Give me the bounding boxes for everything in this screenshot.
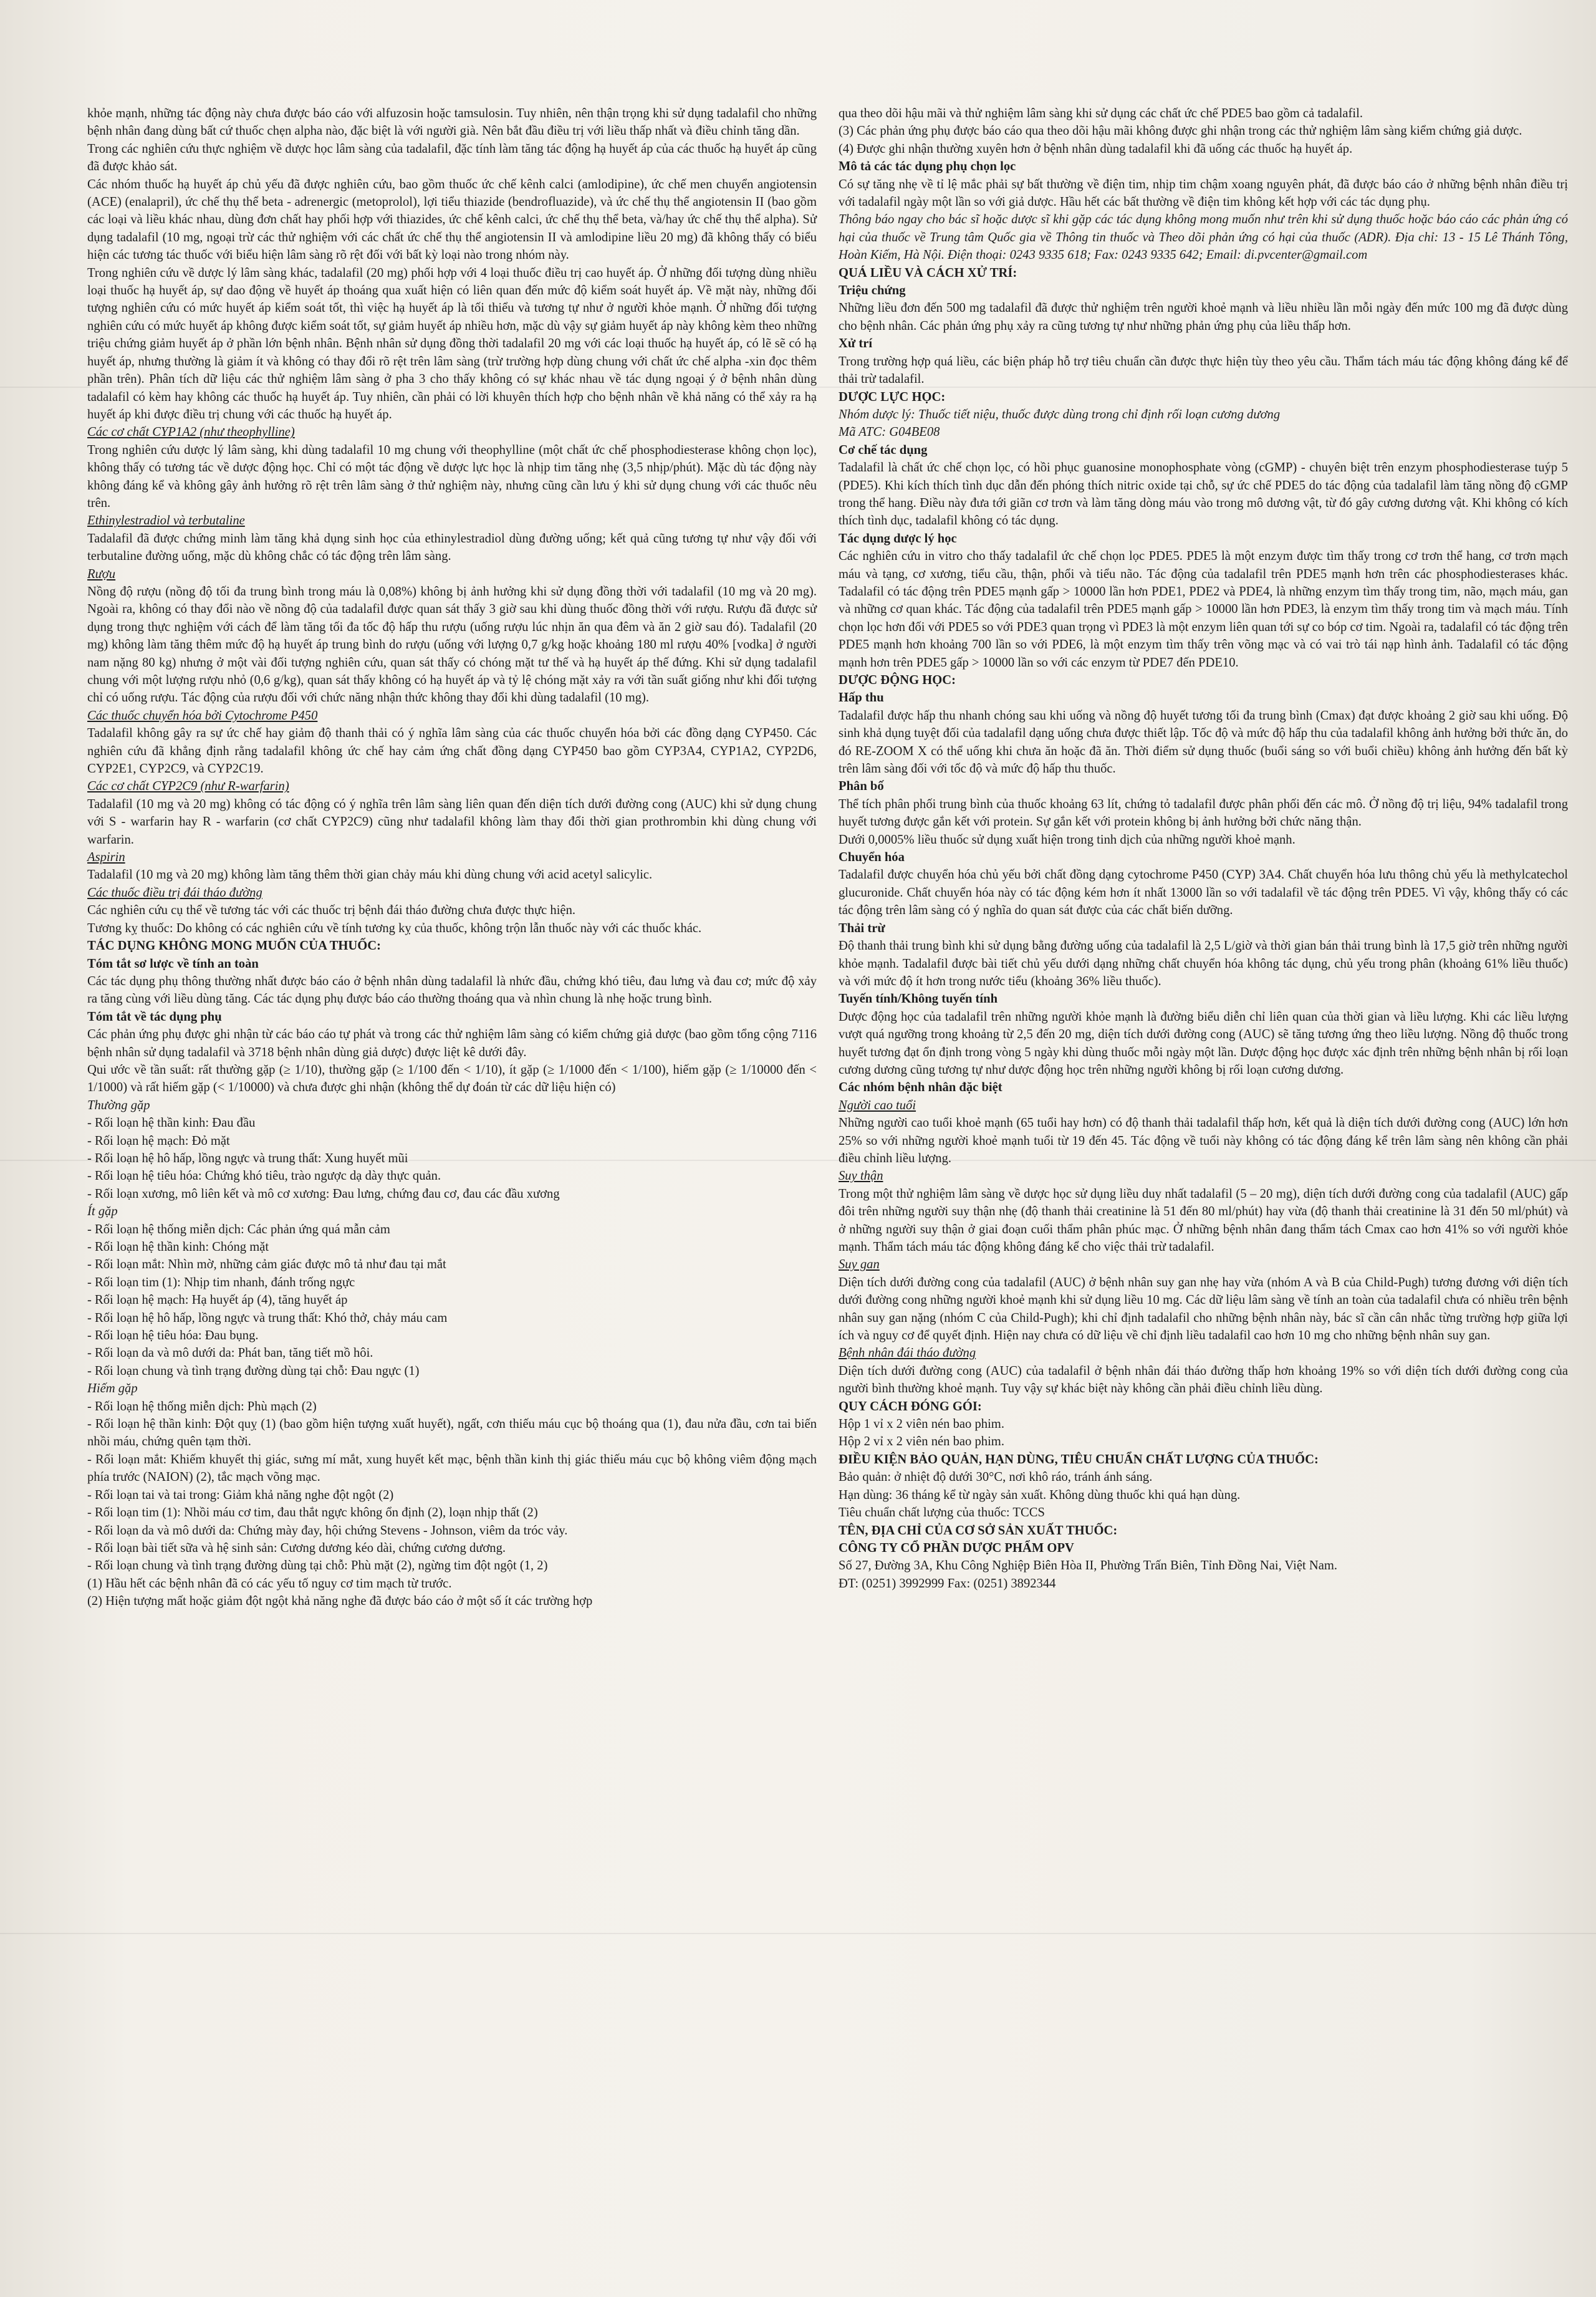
- subsection-heading: Triệu chứng: [839, 284, 906, 298]
- paragraph: Tadalafil (10 mg và 20 mg) không làm tăng thêm thời gian chảy máu khi dùng chung với acid acetyl salicylic.: [87, 868, 653, 882]
- paragraph: Diện tích dưới đường cong (AUC) của tadalafil ở bệnh nhân đái tháo đường thấp hơn khoảng 19% so với diện tích dưới đường cong của người bình thường khoẻ mạnh. Tuy vậy sự khác biệt này không cần phải điều chỉnh liều dùng.: [839, 1364, 1568, 1396]
- subsection-heading: Tóm tắt sơ lược về tính an toàn: [87, 956, 259, 971]
- right-column: [839, 105, 1568, 1592]
- subsection-heading: Hấp thu: [839, 691, 884, 705]
- paragraph: - Rối loạn hệ thần kinh: Đột quỵ (1) (bao gồm hiện tượng xuất huyết), ngất, cơn thiếu máu cục bộ thoáng qua (1), đau nửa đầu, cơn tai biến nhồi máu, chứng quên tạm thời.: [87, 1417, 817, 1449]
- paragraph: Các phản ứng phụ được ghi nhận từ các báo cáo tự phát và trong các thử nghiệm lâm sàng có kiểm chứng giả dược (bao gồm tổng cộng 7116 bệnh nhân sử dụng tadalafil và 3718 bệnh nhân dùng giả dược) được liệt kê dưới đây.: [87, 1028, 817, 1059]
- subsection-heading: Mô tả các tác dụng phụ chọn lọc: [839, 160, 1016, 174]
- section-heading: TÁC DỤNG KHÔNG MONG MUỐN CỦA THUỐC:: [87, 939, 381, 953]
- italic-paragraph: Ít gặp: [87, 1205, 118, 1219]
- subsection-title: Các cơ chất CYP1A2 (như theophylline): [87, 425, 295, 440]
- paragraph: - Rối loạn chung và tình trạng đường dùng tại chỗ: Phù mặt (2), ngừng tim đột ngột (1, 2): [87, 1559, 548, 1573]
- subsection-title: Bệnh nhân đái tháo đường: [839, 1346, 976, 1360]
- italic-paragraph: Hiếm gặp: [87, 1382, 138, 1396]
- paragraph: Tương kỵ thuốc: Do không có các nghiên cứu về tính tương kỵ của thuốc, không trộn lẫn thuốc này với các thuốc khác.: [87, 921, 702, 935]
- italic-paragraph: Thường gặp: [87, 1098, 150, 1112]
- paragraph: Bảo quản: ở nhiệt độ dưới 30°C, nơi khô ráo, tránh ánh sáng.: [839, 1470, 1153, 1485]
- paragraph: ĐT: (0251) 3992999 Fax: (0251) 3892344: [839, 1576, 1056, 1591]
- paragraph: Tadalafil không gây ra sự ức chế hay giảm độ thanh thải có ý nghĩa lâm sàng của các thuốc chuyển hóa bởi các đồng dạng CYP450. Các nghiên cứu đã khẳng định rằng tadalafil không ức chế hay cảm ứng chất đồng dạng CYP450 bao gồm CYP3A4, CYP1A2, CYP2D6, CYP2E1, CYP2C9, và CYP2C19.: [87, 726, 817, 776]
- paragraph: (4) Được ghi nhận thường xuyên hơn ở bệnh nhân dùng tadalafil khi đã uống các thuốc hạ huyết áp.: [839, 142, 1353, 156]
- subsection-title: Suy thận: [839, 1169, 883, 1183]
- paragraph: khỏe mạnh, những tác động này chưa được báo cáo với alfuzosin hoặc tamsulosin. Tuy nhiên, nên thận trọng khi sử dụng tadalafil cho những bệnh nhân đang dùng bất cứ thuốc chẹn alpha nào, đặc biệt là với người già. Nên bắt đầu điều trị với liều thấp nhất và điều chỉnh tăng dần.: [87, 107, 817, 138]
- paragraph: Trong một thử nghiệm lâm sàng về dược học sử dụng liều duy nhất tadalafil (5 – 20 mg), diện tích dưới đường cong của tadalafil (AUC) gấp đôi trên những người suy thận nhẹ (độ thanh thải creatinine là 51 đến 80 ml/phút) hay vừa (độ thanh thải creatinine là 31 đến 50 ml/phút) và ở những người suy thận ở giai đoạn cuối thẩm phân phúc mạc. Ở những bệnh nhân đang thẩm tách Cmax cao hơn 41% so với người khỏe mạnh. Thẩm tách máu tác động không đáng kể cho việc thải trừ tadalafil.: [839, 1187, 1568, 1254]
- subsection-title: Rượu: [87, 567, 116, 581]
- paragraph: - Rối loạn tim (1): Nhịp tim nhanh, đánh trống ngực: [87, 1275, 355, 1289]
- paragraph: - Rối loạn bài tiết sữa và hệ sinh sản: Cương dương kéo dài, chứng cương dương.: [87, 1541, 506, 1555]
- section-heading: TÊN, ĐỊA CHỈ CỦA CƠ SỞ SẢN XUẤT THUỐC:: [839, 1523, 1118, 1538]
- paragraph: (2) Hiện tượng mất hoặc giảm đột ngột khả năng nghe đã được báo cáo ở một số ít các trường hợp: [87, 1594, 593, 1609]
- subsection-heading: Chuyển hóa: [839, 850, 905, 865]
- paragraph: - Rối loạn xương, mô liên kết và mô cơ xương: Đau lưng, chứng đau cơ, đau các đầu xương: [87, 1187, 560, 1201]
- subsection-title: Aspirin: [87, 850, 125, 865]
- paragraph: - Rối loạn hệ tiêu hóa: Chứng khó tiêu, trào ngược dạ dày thực quản.: [87, 1169, 441, 1183]
- paragraph: - Rối loạn hệ thần kinh: Chóng mặt: [87, 1240, 269, 1254]
- paragraph: - Rối loạn da và mô dưới da: Phát ban, tăng tiết mồ hôi.: [87, 1346, 373, 1360]
- paragraph: Hạn dùng: 36 tháng kể từ ngày sản xuất. Không dùng thuốc khi quá hạn dùng.: [839, 1488, 1241, 1502]
- paragraph: Những liều đơn đến 500 mg tadalafil đã được thử nghiệm trên người khoẻ mạnh và liều nhiều lần mỗi ngày đến mức 100 mg đã được dùng cho bệnh nhân. Các phản ứng phụ xảy ra cũng tương tự như những phản ứng phụ của liều thấp hơn.: [839, 301, 1568, 333]
- paragraph: qua theo dõi hậu mãi và thử nghiệm lâm sàng khi sử dụng các chất ức chế PDE5 bao gồm cả tadalafil.: [839, 107, 1363, 120]
- paragraph: Tiêu chuẩn chất lượng của thuốc: TCCS: [839, 1506, 1045, 1520]
- paragraph: Hộp 1 vỉ x 2 viên nén bao phim.: [839, 1417, 1004, 1432]
- paragraph: Trong nghiên cứu dược lý lâm sàng, khi dùng tadalafil 10 mg chung với theophylline (một chất ức chế phosphodiesterase không chọn lọc), không thấy có tương tác về dược động học. Chỉ có một tác động về dược lực học là nhịp tim tăng nhẹ (3,5 nhịp/phút). Mặc dù tác động này không đáng kể và không gây ảnh hưởng rõ rệt trên lâm sàng ở thử nghiệm này, nhưng cũng cần lưu ý khi sử dụng chung với các thuốc nêu trên.: [87, 443, 817, 510]
- paragraph: - Rối loạn hệ mạch: Đỏ mặt: [87, 1134, 230, 1148]
- paragraph: - Rối loạn hệ hô hấp, lồng ngực và trung thất: Xung huyết mũi: [87, 1151, 408, 1165]
- subsection-title: Ethinylestradiol và terbutaline: [87, 514, 245, 528]
- subsection-heading: Tuyến tính/Không tuyến tính: [839, 992, 998, 1006]
- subsection-heading: Tóm tắt về tác dụng phụ: [87, 1009, 222, 1024]
- subsection-title: Các cơ chất CYP2C9 (như R-warfarin): [87, 779, 289, 794]
- subsection-heading: Xử trí: [839, 337, 873, 351]
- paragraph: Trong trường hợp quá liều, các biện pháp hỗ trợ tiêu chuẩn cần được thực hiện tùy theo yêu cầu. Thẩm tách máu tác động không đáng kể để thải trừ tadalafil.: [839, 354, 1568, 387]
- italic-paragraph: Mã ATC: G04BE08: [839, 425, 940, 440]
- section-heading: QUY CÁCH ĐÓNG GÓI:: [839, 1399, 982, 1413]
- section-heading: ĐIỀU KIỆN BẢO QUẢN, HẠN DÙNG, TIÊU CHUẨN CHẤT LƯỢNG CỦA THUỐC:: [839, 1452, 1319, 1466]
- paragraph: - Rối loạn chung và tình trạng đường dùng tại chỗ: Đau ngực (1): [87, 1364, 420, 1378]
- fold-line: [0, 1933, 1596, 1934]
- paragraph: - Rối loạn hệ thống miễn dịch: Phù mạch (2): [87, 1399, 317, 1413]
- paragraph: Trong các nghiên cứu thực nghiệm về dược học lâm sàng của tadalafil, đặc tính làm tăng tác động hạ huyết áp của các thuốc hạ huyết áp cũng đã được khảo sát.: [87, 142, 817, 174]
- left-column: [87, 105, 817, 1611]
- subsection-title: Suy gan: [839, 1258, 880, 1272]
- paragraph: Độ thanh thải trung bình khi sử dụng bằng đường uống của tadalafil là 2,5 L/giờ và thời gian bán thải trung bình là 17,5 giờ trên những người khỏe mạnh. Tadalafil được bài tiết chủ yếu dưới dạng những chất chuyển hóa không tác dụng, chủ yếu trong phân (khoảng 61% liều thuốc) và với mức độ ít hơn trong nước tiểu (khoảng 36% liều thuốc).: [839, 939, 1568, 988]
- paragraph: Dược động học của tadalafil trên những người khỏe mạnh là đường biểu diễn chỉ liên quan của thời gian và liều lượng. Khi các liều lượng vượt quá ngưỡng trong khoảng từ 2,5 đến 20 mg, diện tích dưới đường cong (AUC) sẽ tăng tương ứng theo liều lượng. Nồng độ thuốc trong huyết tương đạt ổn định trong vòng 5 ngày khi dùng thuốc mỗi ngày một lần. Dược động học được xác định trên những bệnh nhân bị rối loạn cương dương cũng tương tự như dược động học trên những người không bị rối loạn cương dương.: [839, 1009, 1568, 1077]
- subsection-title: Người cao tuổi: [839, 1098, 916, 1112]
- subsection-heading: Tác dụng dược lý học: [839, 531, 957, 546]
- section-heading: CÔNG TY CỔ PHẦN DƯỢC PHẨM OPV: [839, 1541, 1074, 1555]
- paragraph: Nồng độ rượu (nồng độ tối đa trung bình trong máu là 0,08%) không bị ảnh hưởng khi sử dụng đồng thời với tadalafil (10 mg và 20 mg). Ngoài ra, không có thay đổi nào về nồng độ của tadalafil được quan sát thấy 3 giờ sau khi dùng thuốc đồng thời với rượu. Rượu đã được sử dụng trong thực nghiệm với cách để làm tăng tối đa tốc độ hấp thu rượu (uống rượu lúc nhịn ăn qua đêm và ăn 2 giờ sau đó). Tadalafil (20 mg) không làm tăng thêm mức độ hạ huyết áp trung bình do rượu (uống với lượng 0,7 g/kg hoặc khoảng 180 ml rượu 40% [vodka] ở người nam nặng 80 kg) nhưng ở một vài đối tượng nghiên cứu, quan sát thấy có chóng mặt tư thế và hạ huyết áp thế đứng. Khi sử dụng tadalafil chung với một lượng rượu nhỏ (0,6 g/kg), quan sát thấy không có hạ huyết áp và tỷ lệ chóng mặt xảy ra với tần suất giống như khi đối tượng chỉ có uống rượu. Tác động của rượu đối với chức năng nhận thức không thay đổi khi dùng tadalafil (10 mg).: [87, 584, 817, 705]
- section-heading: DƯỢC LỰC HỌC:: [839, 390, 946, 404]
- paragraph: Các tác dụng phụ thông thường nhất được báo cáo ở bệnh nhân dùng tadalafil là nhức đầu, chứng khó tiêu, đau lưng và đau cơ; mức độ xảy ra tăng cùng với liều dùng tăng. Các tác dụng phụ được báo cáo thường thoáng qua và nhìn chung là nhẹ hoặc trung bình.: [87, 974, 817, 1006]
- paragraph: - Rối loạn hệ thần kinh: Đau đầu: [87, 1116, 256, 1130]
- paragraph: Tadalafil được chuyển hóa chủ yếu bởi chất đồng dạng cytochrome P450 (CYP) 3A4. Chất chuyển hóa lưu thông chủ yếu là methylcatechol glucuronide. Chất chuyển hóa này có tác động kém hơn ít nhất 13000 lần so với tadalafil về tác động trên PDE5. Vì vậy, không thấy có các tác động trên lâm sàng có ý nghĩa do quan sát được của các chất biến dưỡng.: [839, 868, 1568, 918]
- paragraph: - Rối loạn hệ mạch: Hạ huyết áp (4), tăng huyết áp: [87, 1293, 348, 1307]
- paragraph: Những người cao tuổi khoẻ mạnh (65 tuổi hay hơn) có độ thanh thải tadalafil thấp hơn, kết quả là diện tích dưới đường cong (AUC) lớn hơn 25% so với những người khoẻ mạnh tuổi từ 19 đến 45. Tác động về tuổi này không có tác động đáng kể trên lâm sàng nên không cần phải điều chỉnh liều lượng.: [839, 1116, 1568, 1165]
- paragraph: Các nghiên cứu in vitro cho thấy tadalafil ức chế chọn lọc PDE5. PDE5 là một enzym được tìm thấy trong cơ trơn thể hang, cơ trơn mạch máu và tạng, cơ xương, tiểu cầu, thận, phổi và tiểu não. Tác động của tadalafil trên PDE5 mạnh hơn trên các phosphodiesterases khác. Tadalafil có tác động trên PDE5 mạnh gấp > 10000 lần hơn PDE1, PDE2 và PDE4, là những enzym tìm thấy trong tim, não, mạch máu, gan và những cơ quan khác. Tác động của tadalafil trên PDE5 mạnh gấp > 10000 lần hơn PDE3, là enzym tìm thấy trong tim và mạch máu. Tính chọn lọc hơn đối với PDE5 so với PDE3 quan trọng vì PDE3 là một enzym liên quan tới sự co bóp cơ tim. Ngoài ra, tadalafil có tác động trên PDE5 mạnh hơn khoảng 700 lần so với PDE6, là một enzym tìm thấy trên võng mạc và có vai trò tái nạp hình ảnh. Tadalafil có tác động mạnh hơn trên PDE5 gấp > 10000 lần so với các enzym từ PDE7 đến PDE10.: [839, 549, 1568, 670]
- paragraph: - Rối loạn mắt: Nhìn mờ, những cảm giác được mô tả như đau tại mắt: [87, 1258, 446, 1272]
- paragraph: Các nhóm thuốc hạ huyết áp chủ yếu đã được nghiên cứu, bao gồm thuốc ức chế kênh calci (amlodipine), ức chế men chuyển angiotensin (ACE) (enalapril), ức chế thụ thể beta - adrenergic (metoprolol), lợi tiểu thiazide (bendrofluazide), và ức chế thụ thể angiotensin II (bao gồm các loại và liều khác nhau, dùng đơn chất hay phối hợp với thiazides, ức chế kênh calci, ức chế thụ thể beta, và/hay ức chế thụ thể alpha). Sử dụng tadalafil (10 mg, ngoại trừ các thử nghiệm với các chất ức chế thụ thể angiotensin II và amlodipine liều 20 mg) đã không thấy có biểu hiện các tương tác thuốc với biểu hiện lâm sàng rõ rệt đối với bất kỳ loại nào trong nhóm này.: [87, 177, 817, 262]
- paragraph: - Rối loạn tim (1): Nhồi máu cơ tim, đau thắt ngực không ổn định (2), loạn nhịp thất (2): [87, 1506, 538, 1520]
- paragraph: Qui ước về tần suất: rất thường gặp (≥ 1/10), thường gặp (≥ 1/100 đến < 1/10), ít gặp (≥ 1/1000 đến < 1/100), hiếm gặp (≥ 1/10000 đến < 1/1000) và rất hiếm gặp (< 1/10000) và chưa được ghi nhận (không thể dự đoán từ các dữ liệu hiện có): [87, 1062, 817, 1095]
- paragraph: - Rối loạn hệ thống miễn dịch: Các phản ứng quá mẫn cảm: [87, 1222, 390, 1236]
- paragraph: Tadalafil (10 mg và 20 mg) không có tác động có ý nghĩa trên lâm sàng liên quan đến diện tích dưới đường cong (AUC) khi sử dụng chung với S - warfarin hay R - warfarin (cơ chất CYP2C9) cũng như tadalafil không làm thay đổi thời gian prothrombin khi dùng chung với warfarin.: [87, 797, 817, 847]
- italic-paragraph: Nhóm dược lý: Thuốc tiết niệu, thuốc được dùng trong chỉ định rối loạn cương dương: [839, 407, 1281, 421]
- subsection-heading: Các nhóm bệnh nhân đặc biệt: [839, 1081, 1002, 1095]
- paragraph: Hộp 2 vỉ x 2 viên nén bao phim.: [839, 1435, 1004, 1449]
- paragraph: - Rối loạn hệ hô hấp, lồng ngực và trung thất: Khó thở, chảy máu cam: [87, 1311, 448, 1325]
- paragraph: Dưới 0,0005% liều thuốc sử dụng xuất hiện trong tinh dịch của những người khoẻ mạnh.: [839, 832, 1296, 847]
- paragraph: Tadalafil đã được chứng minh làm tăng khả dụng sinh học của ethinylestradiol dùng đường uống; kết quả cũng tương tự như vậy đối với terbutaline đường uống, mặc dù không chắc có tác động trên lâm sàng.: [87, 531, 817, 564]
- paragraph: Số 27, Đường 3A, Khu Công Nghiệp Biên Hòa II, Phường Trấn Biên, Tỉnh Đồng Nai, Việt Nam.: [839, 1559, 1338, 1573]
- paragraph: Thể tích phân phối trung bình của thuốc khoảng 63 lít, chứng tỏ tadalafil được phân phối đến các mô. Ở nồng độ trị liệu, 94% tadalafil trong huyết tương được gắn kết với protein. Sự gắn kết với protein không bị ảnh hưởng bởi chức năng thận.: [839, 797, 1568, 829]
- paragraph: Tadalafil được hấp thu nhanh chóng sau khi uống và nồng độ huyết tương tối đa trung bình (Cmax) đạt được khoảng 2 giờ sau khi uống. Độ sinh khả dụng tuyệt đối của tadalafil dạng uống chưa được thiết lập. Tốc độ và mức độ hấp thu của tadalafil không ảnh hưởng bởi thức ăn, do đó RE-ZOOM X có thể uống khi chưa ăn hoặc đã ăn. Thời điểm sử dụng thuốc (buổi sáng so với buổi chiều) không ảnh hưởng đến bất kỳ trên lâm sàng đối với tốc độ và mức độ hấp thu thuốc.: [839, 708, 1568, 776]
- paragraph: Tadalafil là chất ức chế chọn lọc, có hồi phục guanosine monophosphate vòng (cGMP) - chuyên biệt trên enzym phosphodiesterase tuýp 5 (PDE5). Khi kích thích tình dục dẫn đến phóng thích nitric oxide tại chỗ, sự ức chế PDE5 do tác động của tadalafil làm tăng nồng độ cGMP trong thể hang. Điều này đưa tới giãn cơ trơn và làm tăng dòng máu vào trong mô dương vật, từ đó gây cương dương vật. Khi không có kích thích tình dục, tadalafil không có tác dụng.: [839, 461, 1568, 528]
- subsection-heading: Cơ chế tác dụng: [839, 443, 928, 457]
- paragraph: (1) Hầu hết các bệnh nhân đã có các yếu tố nguy cơ tim mạch từ trước.: [87, 1576, 452, 1591]
- paragraph: - Rối loạn da và mô dưới da: Chứng mày đay, hội chứng Stevens - Johnson, viêm da tróc vảy.: [87, 1523, 568, 1538]
- subsection-title: Các thuốc chuyển hóa bởi Cytochrome P450: [87, 708, 318, 723]
- paragraph: Trong nghiên cứu về dược lý lâm sàng khác, tadalafil (20 mg) phối hợp với 4 loại thuốc điều trị cao huyết áp. Ở những đối tượng dùng nhiều loại thuốc hạ huyết áp, sự dao động về huyết áp thoáng qua xuất hiện có liên quan đến mức độ kiểm soát huyết áp. Về mặt này, những đối tượng nghiên cứu có mức huyết áp kiểm soát tốt, thì việc hạ huyết áp là tối thiểu và tương tự như ở người khỏe mạnh. Ở những đối tượng nghiên cứu có mức huyết áp không được kiểm soát tốt, sự giảm huyết áp nhiều hơn, mặc dù vậy sự giảm huyết áp này không kèm theo những triệu chứng giảm huyết áp ở phần lớn bệnh nhân. Bệnh nhân sử dụng đồng thời tadalafil 20 mg với các loại thuốc hạ huyết áp, có lẽ sẽ có hạ huyết áp, nhưng thường là giảm ít và không có thay đổi rõ rệt trên lâm sàng (trừ trường hợp dùng chung với chất ức chế alpha -xin đọc thêm phần trên). Phân tích dữ liệu các thử nghiệm lâm sàng ở pha 3 cho thấy không có sự khác nhau về tác dụng ngoại ý ở bệnh nhân dùng tadalafil có kèm hay không các thuốc hạ huyết áp. Tuy nhiên, cần phải có lời khuyên thích hợp cho bệnh nhân về khả năng có thể xảy ra hạ huyết áp khi được điều trị chung với các thuốc hạ huyết áp.: [87, 266, 817, 421]
- subsection-title: Các thuốc điều trị đái tháo đường: [87, 885, 262, 900]
- paragraph: - Rối loạn mắt: Khiếm khuyết thị giác, sưng mí mắt, xung huyết kết mạc, bệnh thần kinh thị giác thiếu máu cục bộ không viêm động mạch phía trước (NAION) (2), tắc mạch võng mạc.: [87, 1452, 817, 1485]
- paragraph: Có sự tăng nhẹ về tỉ lệ mắc phải sự bất thường về điện tim, nhịp tim chậm xoang nguyên phát, đã được báo cáo ở những bệnh nhân điều trị với tadalafil ngày một lần so với giả dược. Hầu hết các bất thường về điện tim không kết hợp với các tác dụng phụ.: [839, 177, 1568, 209]
- paragraph: - Rối loạn hệ tiêu hóa: Đau bụng.: [87, 1329, 259, 1343]
- paragraph: Các nghiên cứu cụ thể về tương tác với các thuốc trị bệnh đái tháo đường chưa được thực hiện.: [87, 903, 576, 918]
- paragraph: Diện tích dưới đường cong của tadalafil (AUC) ở bệnh nhân suy gan nhẹ hay vừa (nhóm A và B của Child-Pugh) tương đương với diện tích dưới đường cong những người khoẻ mạnh khi sử dụng liều 10 mg. Các dữ liệu lâm sàng về tính an toàn của tadalafil chưa có nhiều trên bệnh nhân suy gan nặng (nhóm C của Child-Pugh); khi chỉ định tadalafil cho những bệnh nhân này, bác sĩ cần cân nhắc từng trường hợp giữa lợi ích và nguy cơ để quyết định. Hiện nay chưa có dữ liệu về chỉ định liều tadalafil cao hơn 10 mg cho những bệnh nhân suy gan.: [839, 1275, 1568, 1343]
- section-heading: DƯỢC ĐỘNG HỌC:: [839, 673, 956, 687]
- subsection-heading: Thải trừ: [839, 921, 885, 935]
- paragraph: - Rối loạn tai và tai trong: Giảm khả năng nghe đột ngột (2): [87, 1488, 394, 1502]
- italic-paragraph: Thông báo ngay cho bác sĩ hoặc dược sĩ khi gặp các tác dụng không mong muốn như trên khi sử dụng thuốc hoặc báo cáo các phản ứng có hại của thuốc về Trung tâm Quốc gia về Thông tin thuốc và Theo dõi phản ứng có hại của thuốc (ADR). Địa chỉ: 13 - 15 Lê Thánh Tông, Hoàn Kiếm, Hà Nội. Điện thoại: 0243 9335 618; Fax: 0243 9335 642; Email: di.pvcenter@gmail.com: [839, 213, 1568, 262]
- paragraph: (3) Các phản ứng phụ được báo cáo qua theo dõi hậu mãi không được ghi nhận trong các thử nghiệm lâm sàng kiểm chứng giả dược.: [839, 124, 1522, 138]
- section-heading: QUÁ LIỀU VÀ CÁCH XỬ TRÍ:: [839, 266, 1017, 280]
- subsection-heading: Phân bố: [839, 779, 884, 794]
